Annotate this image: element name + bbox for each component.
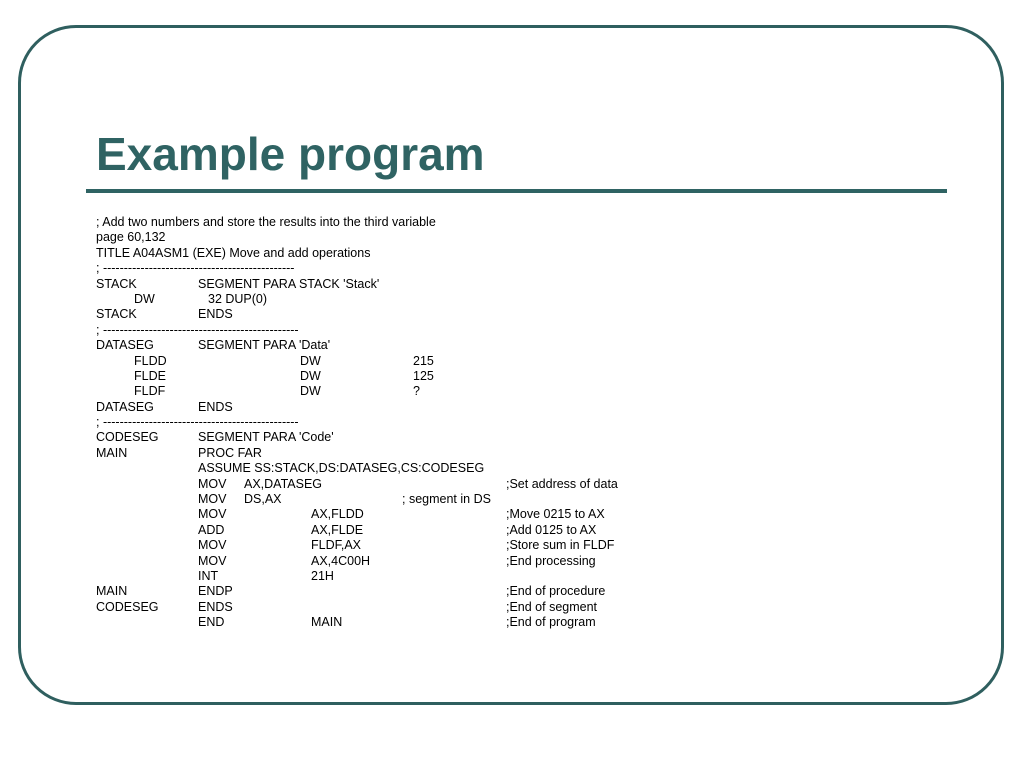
code-token: ; -----------------------------------------------	[96, 415, 299, 430]
code-token: DS,AX	[244, 492, 282, 507]
code-token: ENDS	[198, 399, 233, 414]
code-line	[96, 230, 696, 245]
code-token: AX,FLDD	[311, 507, 364, 522]
code-token: FLDD	[134, 353, 167, 368]
code-line	[96, 261, 696, 276]
code-token: FLDF	[134, 384, 166, 399]
code-line	[96, 600, 696, 615]
code-token: MOV	[198, 553, 227, 568]
code-token: ; segment in DS	[402, 492, 491, 507]
code-token: MOV	[198, 538, 227, 553]
code-token: DW	[300, 353, 321, 368]
code-token: END	[198, 615, 225, 630]
code-line	[96, 384, 696, 399]
code-token: CODESEG	[96, 599, 159, 614]
code-token: DATASEG	[96, 338, 154, 353]
code-line	[96, 554, 696, 569]
code-token: MOV	[198, 507, 227, 522]
code-line	[96, 461, 696, 476]
code-line	[96, 477, 696, 492]
code-token: INT	[198, 568, 219, 583]
code-token: FLDF,AX	[311, 538, 362, 553]
code-line	[96, 354, 696, 369]
slide-title: Example program	[96, 128, 485, 180]
code-token: FLDE	[134, 368, 166, 383]
code-token: MOV	[198, 492, 227, 507]
code-token: ENDP	[198, 584, 233, 599]
code-token: ; Add two numbers and store the results into the third variable	[96, 215, 436, 229]
code-token: STACK	[96, 276, 137, 291]
code-line	[96, 215, 696, 230]
code-line	[96, 584, 696, 599]
code-token: DW	[134, 291, 155, 306]
code-token: ; ----------------------------------------------	[96, 261, 295, 276]
code-token: DW	[300, 368, 321, 383]
code-token: SEGMENT PARA STACK 'Stack'	[198, 276, 380, 291]
code-token: ;Store sum in FLDF	[506, 538, 615, 553]
code-token: 125	[413, 368, 434, 383]
code-token: ENDS	[198, 307, 233, 322]
code-token: MAIN	[96, 445, 128, 460]
code-token: TITLE A04ASM1 (EXE) Move and add operations	[96, 245, 371, 260]
code-line	[96, 507, 696, 522]
code-token: ; -----------------------------------------------	[96, 322, 299, 337]
code-token: 21H	[311, 568, 334, 583]
code-line	[96, 615, 696, 630]
code-token: ENDS	[198, 599, 233, 614]
code-line	[96, 369, 696, 384]
code-line	[96, 277, 696, 292]
code-token: page 60,132	[96, 230, 166, 245]
code-token: DATASEG	[96, 399, 154, 414]
code-line	[96, 246, 696, 261]
code-token: SEGMENT PARA 'Data'	[198, 338, 331, 353]
code-token: SEGMENT PARA 'Code'	[198, 430, 334, 445]
code-token: DW	[300, 384, 321, 399]
code-token: ;Move 0215 to AX	[506, 507, 605, 522]
code-token: AX,FLDE	[311, 522, 364, 537]
code-token: MAIN	[96, 584, 128, 599]
title-underline	[86, 189, 947, 193]
code-token: CODESEG	[96, 430, 159, 445]
code-token: ;Set address of data	[506, 476, 618, 491]
code-line	[96, 446, 696, 461]
code-token: PROC FAR	[198, 445, 262, 460]
code-token: MAIN	[311, 615, 343, 630]
code-token: 215	[413, 353, 434, 368]
code-line	[96, 492, 696, 507]
code-token: AX,4C00H	[311, 553, 371, 568]
code-token: ;End processing	[506, 553, 596, 568]
code-token: ;End of procedure	[506, 584, 606, 599]
code-token: MOV	[198, 476, 227, 491]
code-listing	[96, 215, 696, 631]
code-line	[96, 415, 696, 430]
code-line	[96, 538, 696, 553]
code-line	[96, 292, 696, 307]
code-line	[96, 338, 696, 353]
code-line	[96, 307, 696, 322]
code-token: ;Add 0125 to AX	[506, 522, 597, 537]
code-token: AX,DATASEG	[244, 476, 323, 491]
code-line	[96, 400, 696, 415]
code-line	[96, 323, 696, 338]
code-line	[96, 569, 696, 584]
code-token: ;End of program	[506, 615, 596, 630]
code-token: 32 DUP(0)	[208, 291, 268, 306]
code-line	[96, 523, 696, 538]
code-token: STACK	[96, 307, 137, 322]
code-token: ADD	[198, 522, 225, 537]
code-line	[96, 430, 696, 445]
code-token: ;End of segment	[506, 599, 598, 614]
code-token: ?	[413, 384, 420, 399]
code-token: ASSUME SS:STACK,DS:DATASEG,CS:CODESEG	[198, 461, 485, 476]
